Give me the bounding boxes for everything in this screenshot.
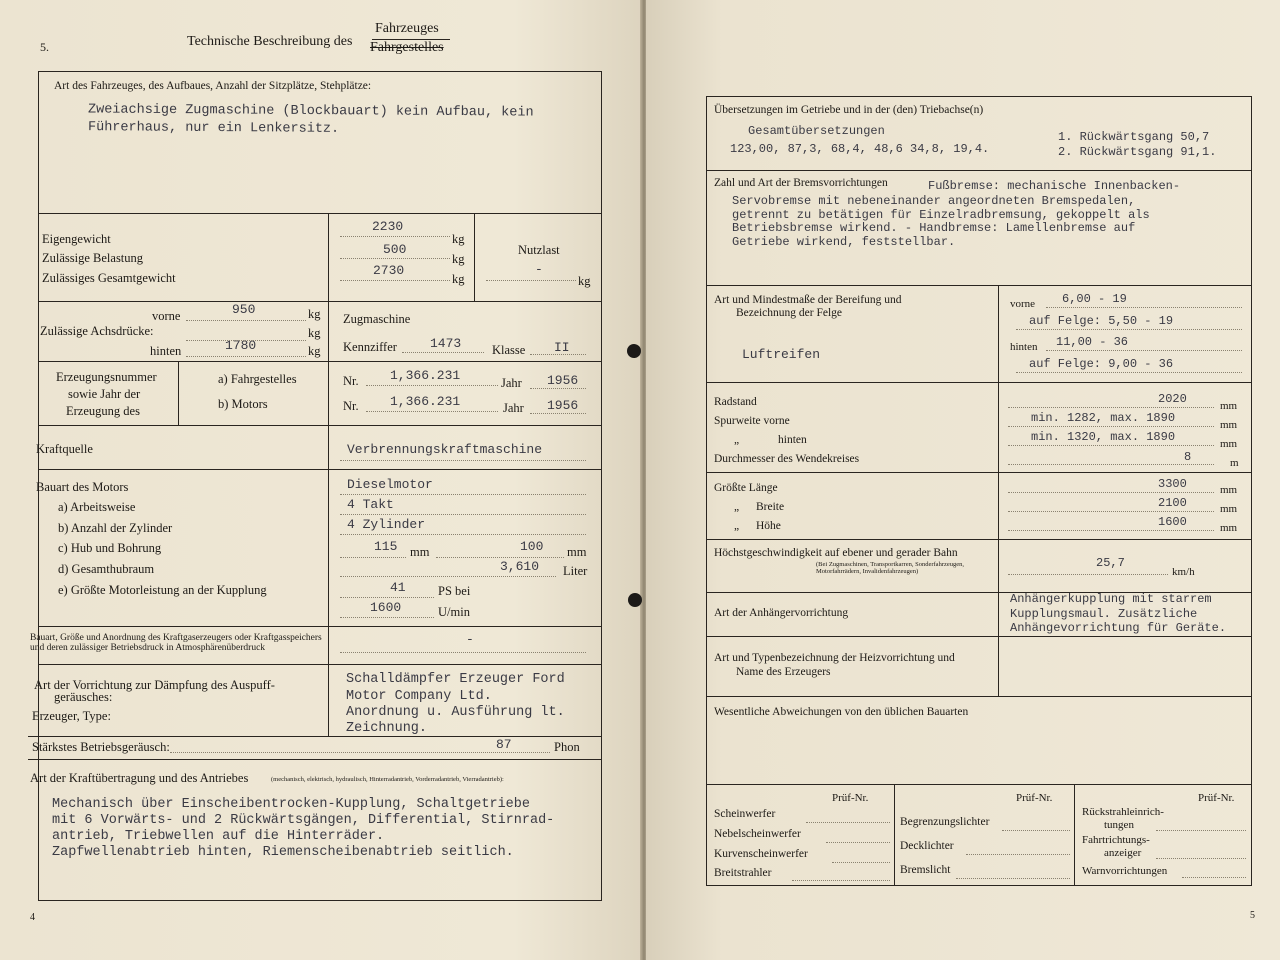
motor-bauart-label: Bauart des Motors: [36, 480, 129, 494]
unit-mm: mm: [410, 545, 430, 559]
kraftgas-value: -: [466, 632, 474, 647]
bereifung-hinten-felge: auf Felge: 9,00 - 36: [1029, 357, 1174, 371]
nr-label: Nr.: [343, 399, 359, 413]
licht-fahrtrichtung-1: Fahrtrichtungs-: [1082, 834, 1150, 846]
breite-prefix: „: [734, 501, 740, 513]
daempfung-value-2: Motor Company Ltd.: [346, 689, 492, 704]
fahrgestell-jahr-value: 1956: [547, 373, 579, 388]
bremsen-value-3: getrennt zu betätigen für Einzelradbremsung, gekoppelt als: [732, 208, 1150, 222]
divider: [39, 425, 601, 426]
unit-kg: kg: [452, 252, 465, 266]
unit-mm: mm: [1220, 400, 1238, 412]
daempfung-value-3: Anordnung u. Ausführung lt.: [346, 705, 565, 720]
divider: [707, 696, 1251, 697]
divider: [1008, 407, 1214, 408]
kraftquelle-label: Kraftquelle: [36, 442, 93, 456]
footer-page-number: 5: [1250, 910, 1255, 921]
bremsen-label: Zahl und Art der Bremsvorrichtungen: [714, 177, 888, 189]
unit-liter: Liter: [563, 564, 588, 578]
divider: [1008, 511, 1214, 512]
radstand-value: 2020: [1158, 392, 1187, 406]
kraftuebertragung-label: Art der Kraftübertragung und des Antriebes: [30, 771, 249, 785]
bereifung-hinten-value: 11,00 - 36: [1056, 335, 1129, 349]
licht-begrenzungslichter: Begrenzungslichter: [900, 816, 990, 828]
divider: [956, 878, 1070, 879]
divider: [474, 213, 475, 301]
divider: [966, 854, 1070, 855]
licht-warnvorrichtungen: Warnvorrichtungen: [1082, 865, 1168, 877]
spurweite-label: Spurweite vorne: [714, 415, 790, 427]
uebersetzungen-label: Übersetzungen im Getriebe und in der (den) Triebachse(n): [714, 104, 984, 116]
divider: [39, 213, 601, 214]
unit-mm: mm: [567, 545, 587, 559]
leistung-label: e) Größte Motorleistung an der Kupplung: [58, 583, 267, 597]
unit-mm: mm: [1220, 522, 1238, 534]
divider: [39, 626, 601, 627]
divider: [402, 352, 484, 353]
uebersetzungen-value-1: Gesamtübersetzungen: [748, 124, 885, 138]
bremsen-value-1: Fußbremse: mechanische Innenbacken-: [928, 179, 1181, 193]
divider: [894, 784, 895, 885]
divider: [1008, 492, 1214, 493]
divider: [340, 494, 586, 495]
divider: [707, 784, 1251, 785]
divider: [707, 170, 1251, 171]
divider: [530, 388, 586, 389]
geschwindigkeit-label: Höchstgeschwindigkeit auf ebener und gerader Bahn: [714, 547, 958, 559]
bereifung-label-1: Art und Mindestmaße der Bereifung und: [714, 294, 902, 306]
bereifung-vorne-value: 6,00 - 19: [1062, 292, 1127, 306]
bohrung-value: 100: [520, 539, 544, 554]
divider: [340, 236, 450, 237]
spurweite-hinten-value: min. 1320, max. 1890: [1031, 430, 1176, 444]
unit-kmh: km/h: [1172, 566, 1195, 578]
divider: [28, 736, 601, 737]
divider: [1008, 574, 1168, 575]
divider: [340, 557, 406, 558]
divider: [1156, 858, 1246, 859]
achsdruck-vorne-value: 950: [232, 302, 256, 317]
divider: [340, 617, 434, 618]
breite-label: Breite: [756, 501, 785, 513]
divider: [1002, 830, 1070, 831]
art-fahrzeug-value-2: Führerhaus, nur ein Lenkersitz.: [87, 120, 340, 137]
spurweite-hinten-label: hinten: [778, 434, 807, 446]
kraftuebertragung-note: (mechanisch, elektrisch, hydraulisch, Hinterradantrieb, Vorderradantrieb, Vierradantrieb):: [271, 776, 504, 783]
divider: [826, 842, 890, 843]
page-title: Technische Beschreibung des: [187, 34, 353, 49]
bereifung-vorne-felge: auf Felge: 5,50 - 19: [1029, 314, 1174, 328]
arbeitsweise-value: 4 Takt: [347, 497, 394, 512]
licht-kurvenscheinwerfer: Kurvenscheinwerfer: [714, 848, 808, 860]
divider: [39, 664, 601, 665]
heizung-label-1: Art und Typenbezeichnung der Heizvorrichtung und: [714, 652, 955, 664]
klasse-label: Klasse: [492, 343, 526, 357]
divider: [340, 597, 434, 598]
hoehe-label: Höhe: [756, 520, 781, 532]
eigengewicht-label: Eigengewicht: [42, 232, 111, 246]
divider: [707, 636, 1251, 637]
daempfung-value-1: Schalldämpfer Erzeuger Ford: [346, 672, 565, 687]
hubraum-label: d) Gesamthubraum: [58, 562, 155, 576]
bereifung-hinten-label: hinten: [1010, 341, 1038, 353]
divider: [1074, 784, 1075, 885]
belastung-label: Zulässige Belastung: [42, 251, 144, 265]
laenge-value: 3300: [1158, 477, 1187, 491]
divider: [1008, 445, 1214, 446]
motor-jahr-value: 1956: [547, 398, 579, 413]
achsdruck-hinten-value: 1780: [225, 338, 257, 353]
punch-hole: [627, 344, 641, 358]
zylinder-label: b) Anzahl der Zylinder: [58, 521, 173, 535]
rueckwaertsgang-2: 2. Rückwärtsgang 91,1.: [1058, 145, 1217, 159]
unit-phon: Phon: [554, 740, 580, 754]
rueckwaertsgang-1: 1. Rückwärtsgang 50,7: [1058, 130, 1210, 144]
bremsen-value-5: Getriebe wirkend, feststellbar.: [732, 235, 956, 249]
spurweite-hinten-prefix: „: [734, 434, 740, 446]
bremsen-value-2: Servobremse mit nebeneinander angeordneten Bremspedalen,: [732, 194, 1136, 208]
licht-decklichter: Decklichter: [900, 840, 954, 852]
divider: [1008, 464, 1214, 465]
divider: [792, 880, 890, 881]
hoehe-prefix: „: [734, 520, 740, 532]
licht-scheinwerfer: Scheinwerfer: [714, 808, 776, 820]
upm-value: 1600: [370, 600, 402, 615]
klasse-value: II: [554, 340, 570, 355]
spurweite-vorne-value: min. 1282, max. 1890: [1031, 411, 1176, 425]
divider: [39, 301, 601, 302]
eigengewicht-value: 2230: [372, 219, 404, 234]
licht-bremslicht: Bremslicht: [900, 864, 951, 876]
unit-kg: kg: [452, 272, 465, 286]
divider: [366, 411, 498, 412]
bremsen-value-4: Betriebsbremse wirkend. - Handbremse: Lamellenbremse auf: [732, 221, 1136, 235]
divider: [806, 822, 890, 823]
hoehe-value: 1600: [1158, 515, 1187, 529]
unit-m: m: [1230, 457, 1239, 469]
bereifung-label-2: Bezeichnung der Felge: [736, 307, 843, 319]
wendekreis-label: Durchmesser des Wendekreises: [714, 453, 860, 465]
punch-hole: [628, 593, 642, 607]
anhaenger-label: Art der Anhängervorrichtung: [714, 607, 849, 619]
uebersetzungen-value-2: 123,00, 87,3, 68,4, 48,6 34,8, 19,4.: [730, 142, 990, 156]
nutzlast-value: -: [535, 262, 543, 277]
divider: [340, 652, 586, 653]
ps-value: 41: [390, 580, 406, 595]
title-option-fahrzeug: Fahrzeuges: [375, 21, 439, 36]
divider: [1008, 426, 1214, 427]
geschwindigkeit-value: 25,7: [1096, 556, 1125, 570]
kraftuebertragung-value-4: Zapfwellenabtrieb hinten, Riemenscheibenabtrieb seitlich.: [52, 845, 514, 860]
divider: [328, 213, 329, 736]
jahr-label: Jahr: [501, 376, 522, 390]
nr-label: Nr.: [343, 374, 359, 388]
pruef-nr-label: Prüf-Nr.: [1016, 792, 1053, 804]
kraftgas-label: Bauart, Größe und Anordnung des Kraftgaserzeugers oder Kraftgasspeichers und deren zulässiger Betriebsdruck in Atmosphärenüberdruck: [30, 633, 322, 653]
divider: [530, 413, 586, 414]
daempfung-label-1: Art der Vorrichtung zur Dämpfung des Auspuff-: [34, 678, 275, 692]
divider: [186, 356, 306, 357]
motor-label: b) Motors: [218, 397, 268, 411]
divider: [340, 280, 450, 281]
art-fahrzeug-label: Art des Fahrzeuges, des Aufbaues, Anzahl der Sitzplätze, Stehplätze:: [54, 80, 372, 92]
anhaenger-value-2: Kupplungsmaul. Zusätzliche: [1010, 607, 1198, 621]
art-fahrzeug-value-1: Zweiachsige Zugmaschine (Blockbauart) kein Aufbau, kein: [87, 102, 534, 121]
divider: [340, 258, 450, 259]
daempfung-label-2: geräusches:: [54, 690, 113, 704]
right-page: [646, 0, 1280, 960]
betriebsgeraeusch-value: 87: [496, 737, 512, 752]
unit-mm: mm: [1220, 484, 1238, 496]
nutzlast-label: Nutzlast: [518, 243, 560, 257]
divider: [340, 534, 586, 535]
zugmaschine-label: Zugmaschine: [343, 312, 411, 326]
licht-nebelscheinwerfer: Nebelscheinwerfer: [714, 828, 801, 840]
ps-unit: PS bei: [438, 584, 471, 598]
divider: [832, 862, 890, 863]
kennziffer-value: 1473: [430, 336, 462, 351]
jahr-label: Jahr: [503, 401, 524, 415]
divider: [707, 382, 1251, 383]
bauart-value: Dieselmotor: [347, 477, 433, 492]
unit-kg: kg: [308, 307, 321, 321]
zylinder-value: 4 Zylinder: [347, 517, 426, 532]
licht-rueckstrahler-2: tungen: [1104, 819, 1134, 831]
fahrgestell-nr-value: 1,366.231: [390, 368, 461, 383]
anhaenger-value-3: Anhängevorrichtung für Geräte.: [1010, 621, 1227, 635]
upm-unit: U/min: [438, 605, 470, 619]
divider: [1046, 307, 1242, 308]
divider: [436, 557, 564, 558]
divider: [366, 385, 498, 386]
divider: [39, 361, 601, 362]
divider: [998, 285, 999, 696]
erzeuger-label: Erzeuger, Type:: [32, 709, 111, 723]
licht-breitstrahler: Breitstrahler: [714, 867, 772, 879]
kennziffer-label: Kennziffer: [343, 340, 397, 354]
abweichungen-label: Wesentliche Abweichungen von den üblichen Bauarten: [714, 706, 969, 718]
kraftuebertragung-value-3: antrieb, Triebwellen auf die Hinterräder.: [52, 829, 385, 844]
divider: [1016, 372, 1242, 373]
divider: [28, 759, 601, 760]
erzeugung-label-1: Erzeugungsnummer: [56, 370, 157, 384]
divider: [178, 361, 179, 425]
unit-mm: mm: [1220, 503, 1238, 515]
unit-mm: mm: [1220, 419, 1238, 431]
unit-kg: kg: [308, 344, 321, 358]
laenge-label: Größte Länge: [714, 482, 778, 494]
divider: [340, 514, 586, 515]
page-label: 5.: [40, 40, 49, 54]
achsdruck-hinten-label: hinten: [150, 344, 182, 358]
footer-page-number: 4: [30, 912, 35, 923]
bereifung-vorne-label: vorne: [1010, 298, 1036, 310]
daempfung-value-4: Zeichnung.: [346, 721, 428, 736]
bereifung-type: Luftreifen: [742, 347, 821, 362]
kraftquelle-value: Verbrennungskraftmaschine: [347, 442, 543, 457]
arbeitsweise-label: a) Arbeitsweise: [58, 500, 136, 514]
erzeugung-label-2: sowie Jahr der: [68, 387, 141, 401]
divider: [186, 340, 306, 341]
unit-mm: mm: [1220, 438, 1238, 450]
unit-kg: kg: [578, 274, 591, 288]
divider: [186, 320, 306, 321]
unit-kg: kg: [308, 326, 321, 340]
hub-value: 115: [374, 539, 398, 554]
gesamtgewicht-label: Zulässiges Gesamtgewicht: [42, 271, 176, 285]
divider: [486, 280, 576, 281]
divider: [1046, 350, 1242, 351]
erzeugung-label-3: Erzeugung des: [66, 404, 140, 418]
gesamtgewicht-value: 2730: [373, 263, 405, 278]
divider: [170, 752, 550, 753]
geschwindigkeit-note: (Bei Zugmaschinen, Transportkarren, Sonderfahrzeugen, Motorfahrrädern, Invalidenfahrzeugen): [816, 561, 965, 575]
divider: [340, 460, 586, 461]
belastung-value: 500: [383, 242, 407, 257]
divider: [707, 539, 1251, 540]
fahrgestell-label: a) Fahrgestelles: [218, 372, 297, 386]
divider: [1016, 329, 1242, 330]
divider: [1182, 877, 1246, 878]
divider: [1008, 530, 1214, 531]
hubraum-value: 3,610: [500, 559, 540, 574]
divider: [340, 576, 556, 577]
pruef-nr-label: Prüf-Nr.: [1198, 792, 1235, 804]
anhaenger-value-1: Anhängerkupplung mit starrem: [1010, 592, 1212, 606]
kraftuebertragung-value-2: mit 6 Vorwärts- und 2 Rückwärtsgängen, Differential, Stirnrad-: [52, 813, 555, 828]
divider: [530, 354, 586, 355]
kraftuebertragung-value-1: Mechanisch über Einscheibentrocken-Kupplung, Schaltgetriebe: [52, 797, 530, 812]
title-option-fahrgestell: Fahrgestelles: [370, 40, 444, 55]
divider: [707, 472, 1251, 473]
achsdruck-vorne-label: vorne: [152, 309, 181, 323]
licht-rueckstrahler-1: Rückstrahleinrich-: [1082, 806, 1164, 818]
radstand-label: Radstand: [714, 396, 757, 408]
betriebsgeraeusch-label: Stärkstes Betriebsgeräusch:: [32, 740, 170, 754]
unit-kg: kg: [452, 232, 465, 246]
divider: [39, 469, 601, 470]
achsdruck-label: Zulässige Achsdrücke:: [40, 324, 154, 338]
breite-value: 2100: [1158, 496, 1187, 510]
motor-nr-value: 1,366.231: [390, 394, 461, 409]
heizung-label-2: Name des Erzeugers: [736, 666, 831, 678]
wendekreis-value: 8: [1184, 450, 1192, 464]
divider: [1156, 830, 1246, 831]
hub-label: c) Hub und Bohrung: [58, 541, 162, 555]
pruef-nr-label: Prüf-Nr.: [832, 792, 869, 804]
divider: [707, 285, 1251, 286]
licht-fahrtrichtung-2: anzeiger: [1104, 847, 1142, 859]
